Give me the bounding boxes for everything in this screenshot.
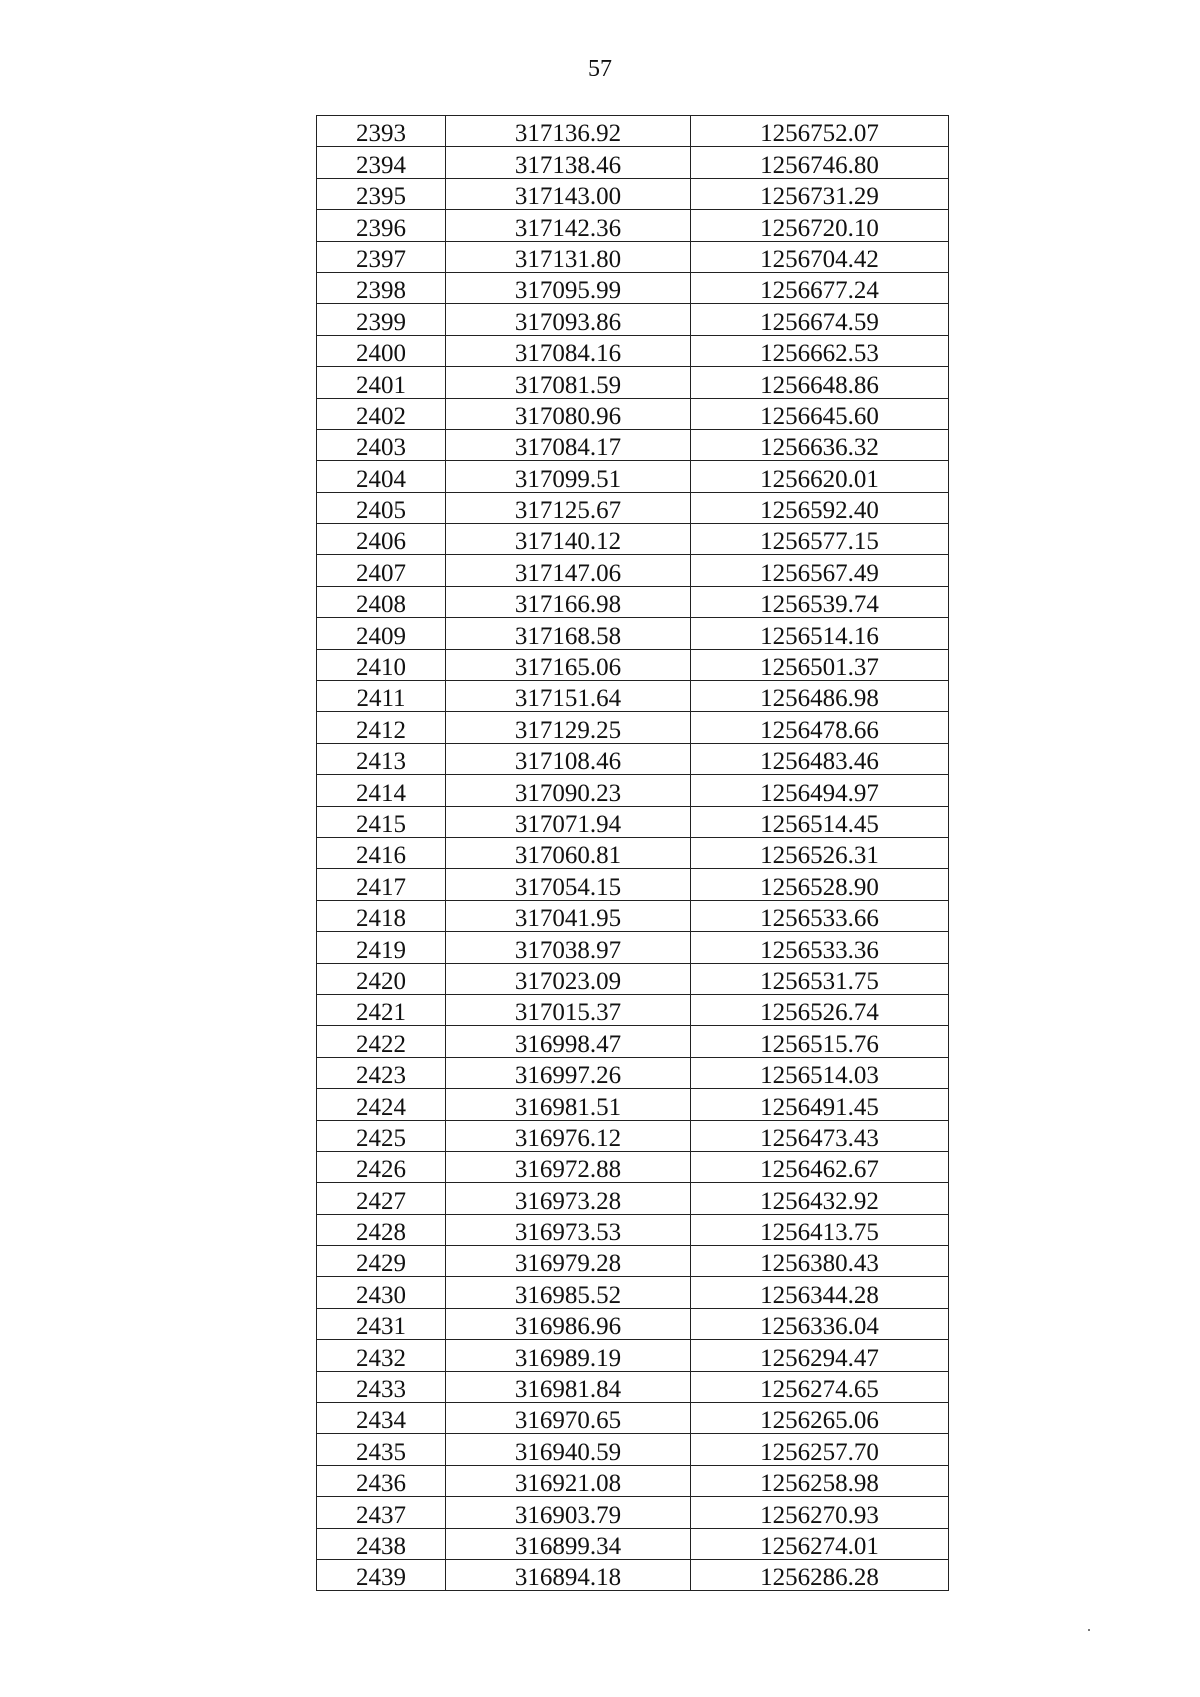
x-coordinate-cell: 316903.79 [446,1497,691,1528]
table-row [317,367,949,398]
point-number-cell: 2403 [317,429,446,460]
table-row [317,1214,949,1245]
table-row [317,1465,949,1496]
point-number-cell: 2424 [317,1089,446,1120]
table-row [317,1246,949,1277]
table-row [317,1026,949,1057]
point-number-cell: 2404 [317,461,446,492]
x-coordinate-cell: 317081.59 [446,367,691,398]
y-coordinate-cell: 1256478.66 [691,712,949,743]
x-coordinate-cell: 316981.84 [446,1371,691,1402]
y-coordinate-cell: 1256539.74 [691,586,949,617]
point-number-cell: 2409 [317,618,446,649]
y-coordinate-cell: 1256344.28 [691,1277,949,1308]
y-coordinate-cell: 1256486.98 [691,681,949,712]
x-coordinate-cell: 316973.53 [446,1214,691,1245]
point-number-cell: 2420 [317,963,446,994]
y-coordinate-cell: 1256577.15 [691,524,949,555]
y-coordinate-cell: 1256526.74 [691,994,949,1025]
y-coordinate-cell: 1256533.66 [691,900,949,931]
point-number-cell: 2432 [317,1340,446,1371]
table-row [317,649,949,680]
x-coordinate-cell: 316976.12 [446,1120,691,1151]
table-row [317,429,949,460]
point-number-cell: 2419 [317,932,446,963]
x-coordinate-cell: 317125.67 [446,492,691,523]
table-row [317,900,949,931]
x-coordinate-cell: 317084.17 [446,429,691,460]
point-number-cell: 2410 [317,649,446,680]
table-row [317,586,949,617]
x-coordinate-cell: 317095.99 [446,272,691,303]
x-coordinate-cell: 316998.47 [446,1026,691,1057]
point-number-cell: 2401 [317,367,446,398]
y-coordinate-cell: 1256514.03 [691,1057,949,1088]
table-row [317,1089,949,1120]
table-row [317,681,949,712]
table-row [317,210,949,241]
point-number-cell: 2425 [317,1120,446,1151]
point-number-cell: 2427 [317,1183,446,1214]
x-coordinate-cell: 316997.26 [446,1057,691,1088]
point-number-cell: 2415 [317,806,446,837]
table-row [317,1371,949,1402]
x-coordinate-cell: 317108.46 [446,743,691,774]
table-row [317,775,949,806]
table-row [317,335,949,366]
point-number-cell: 2405 [317,492,446,523]
x-coordinate-cell: 316973.28 [446,1183,691,1214]
x-coordinate-cell: 317038.97 [446,932,691,963]
x-coordinate-cell: 317090.23 [446,775,691,806]
point-number-cell: 2406 [317,524,446,555]
point-number-cell: 2400 [317,335,446,366]
y-coordinate-cell: 1256380.43 [691,1246,949,1277]
x-coordinate-cell: 317165.06 [446,649,691,680]
x-coordinate-cell: 317143.00 [446,178,691,209]
point-number-cell: 2411 [317,681,446,712]
x-coordinate-cell: 317084.16 [446,335,691,366]
x-coordinate-cell: 317140.12 [446,524,691,555]
y-coordinate-cell: 1256645.60 [691,398,949,429]
y-coordinate-cell: 1256265.06 [691,1403,949,1434]
table-row [317,304,949,335]
x-coordinate-cell: 317147.06 [446,555,691,586]
x-coordinate-cell: 317015.37 [446,994,691,1025]
y-coordinate-cell: 1256674.59 [691,304,949,335]
y-coordinate-cell: 1256515.76 [691,1026,949,1057]
x-coordinate-cell: 317054.15 [446,869,691,900]
x-coordinate-cell: 317151.64 [446,681,691,712]
table-row [317,1151,949,1182]
point-number-cell: 2438 [317,1528,446,1559]
y-coordinate-cell: 1256491.45 [691,1089,949,1120]
y-coordinate-cell: 1256294.47 [691,1340,949,1371]
x-coordinate-cell: 317138.46 [446,147,691,178]
x-coordinate-cell: 316989.19 [446,1340,691,1371]
table-row [317,618,949,649]
y-coordinate-cell: 1256531.75 [691,963,949,994]
table-row [317,1434,949,1465]
x-coordinate-cell: 317166.98 [446,586,691,617]
y-coordinate-cell: 1256432.92 [691,1183,949,1214]
table-row [317,241,949,272]
page-number: 57 [588,56,612,82]
point-number-cell: 2439 [317,1559,446,1590]
table-row [317,712,949,743]
x-coordinate-cell: 316981.51 [446,1089,691,1120]
point-number-cell: 2431 [317,1308,446,1339]
y-coordinate-cell: 1256514.45 [691,806,949,837]
point-number-cell: 2421 [317,994,446,1025]
y-coordinate-cell: 1256257.70 [691,1434,949,1465]
y-coordinate-cell: 1256592.40 [691,492,949,523]
x-coordinate-cell: 317129.25 [446,712,691,743]
x-coordinate-cell: 316921.08 [446,1465,691,1496]
point-number-cell: 2398 [317,272,446,303]
table-row [317,932,949,963]
y-coordinate-cell: 1256731.29 [691,178,949,209]
point-number-cell: 2395 [317,178,446,209]
x-coordinate-cell: 317023.09 [446,963,691,994]
y-coordinate-cell: 1256501.37 [691,649,949,680]
y-coordinate-cell: 1256413.75 [691,1214,949,1245]
table-row [317,461,949,492]
y-coordinate-cell: 1256270.93 [691,1497,949,1528]
x-coordinate-cell: 317080.96 [446,398,691,429]
y-coordinate-cell: 1256274.65 [691,1371,949,1402]
table-row [317,1528,949,1559]
x-coordinate-cell: 317093.86 [446,304,691,335]
table-row [317,1277,949,1308]
y-coordinate-cell: 1256528.90 [691,869,949,900]
table-row [317,555,949,586]
point-number-cell: 2399 [317,304,446,335]
point-number-cell: 2434 [317,1403,446,1434]
point-number-cell: 2393 [317,116,446,147]
coordinates-table [316,115,949,1591]
table-row [317,1308,949,1339]
table-row [317,1057,949,1088]
x-coordinate-cell: 316899.34 [446,1528,691,1559]
y-coordinate-cell: 1256677.24 [691,272,949,303]
coordinates-table-body [317,116,949,1591]
point-number-cell: 2396 [317,210,446,241]
x-coordinate-cell: 317131.80 [446,241,691,272]
point-number-cell: 2416 [317,837,446,868]
y-coordinate-cell: 1256567.49 [691,555,949,586]
y-coordinate-cell: 1256494.97 [691,775,949,806]
x-coordinate-cell: 316970.65 [446,1403,691,1434]
table-row [317,1497,949,1528]
point-number-cell: 2435 [317,1434,446,1465]
y-coordinate-cell: 1256483.46 [691,743,949,774]
point-number-cell: 2402 [317,398,446,429]
point-number-cell: 2413 [317,743,446,774]
y-coordinate-cell: 1256473.43 [691,1120,949,1151]
table-row [317,1340,949,1371]
point-number-cell: 2408 [317,586,446,617]
y-coordinate-cell: 1256648.86 [691,367,949,398]
table-row [317,1183,949,1214]
table-row [317,492,949,523]
x-coordinate-cell: 316979.28 [446,1246,691,1277]
table-row [317,963,949,994]
y-coordinate-cell: 1256662.53 [691,335,949,366]
x-coordinate-cell: 317136.92 [446,116,691,147]
x-coordinate-cell: 316894.18 [446,1559,691,1590]
x-coordinate-cell: 317060.81 [446,837,691,868]
point-number-cell: 2414 [317,775,446,806]
point-number-cell: 2428 [317,1214,446,1245]
point-number-cell: 2426 [317,1151,446,1182]
y-coordinate-cell: 1256533.36 [691,932,949,963]
table-row [317,272,949,303]
table-row [317,994,949,1025]
point-number-cell: 2429 [317,1246,446,1277]
y-coordinate-cell: 1256274.01 [691,1528,949,1559]
y-coordinate-cell: 1256636.32 [691,429,949,460]
x-coordinate-cell: 317168.58 [446,618,691,649]
table-row [317,1559,949,1590]
table-row [317,806,949,837]
point-number-cell: 2430 [317,1277,446,1308]
table-row [317,869,949,900]
x-coordinate-cell: 316986.96 [446,1308,691,1339]
y-coordinate-cell: 1256286.28 [691,1559,949,1590]
x-coordinate-cell: 317142.36 [446,210,691,241]
point-number-cell: 2423 [317,1057,446,1088]
table-row [317,398,949,429]
y-coordinate-cell: 1256514.16 [691,618,949,649]
x-coordinate-cell: 316972.88 [446,1151,691,1182]
y-coordinate-cell: 1256704.42 [691,241,949,272]
y-coordinate-cell: 1256620.01 [691,461,949,492]
scan-speck [1088,1629,1090,1631]
y-coordinate-cell: 1256720.10 [691,210,949,241]
table-row [317,178,949,209]
table-row [317,1120,949,1151]
point-number-cell: 2417 [317,869,446,900]
y-coordinate-cell: 1256258.98 [691,1465,949,1496]
table-row [317,116,949,147]
point-number-cell: 2418 [317,900,446,931]
point-number-cell: 2422 [317,1026,446,1057]
point-number-cell: 2407 [317,555,446,586]
y-coordinate-cell: 1256526.31 [691,837,949,868]
x-coordinate-cell: 317041.95 [446,900,691,931]
point-number-cell: 2412 [317,712,446,743]
table-row [317,1403,949,1434]
y-coordinate-cell: 1256752.07 [691,116,949,147]
y-coordinate-cell: 1256462.67 [691,1151,949,1182]
point-number-cell: 2397 [317,241,446,272]
table-row [317,524,949,555]
x-coordinate-cell: 317071.94 [446,806,691,837]
y-coordinate-cell: 1256746.80 [691,147,949,178]
table-row [317,743,949,774]
point-number-cell: 2437 [317,1497,446,1528]
point-number-cell: 2433 [317,1371,446,1402]
x-coordinate-cell: 316940.59 [446,1434,691,1465]
x-coordinate-cell: 317099.51 [446,461,691,492]
table-row [317,837,949,868]
table-row [317,147,949,178]
point-number-cell: 2394 [317,147,446,178]
y-coordinate-cell: 1256336.04 [691,1308,949,1339]
point-number-cell: 2436 [317,1465,446,1496]
x-coordinate-cell: 316985.52 [446,1277,691,1308]
